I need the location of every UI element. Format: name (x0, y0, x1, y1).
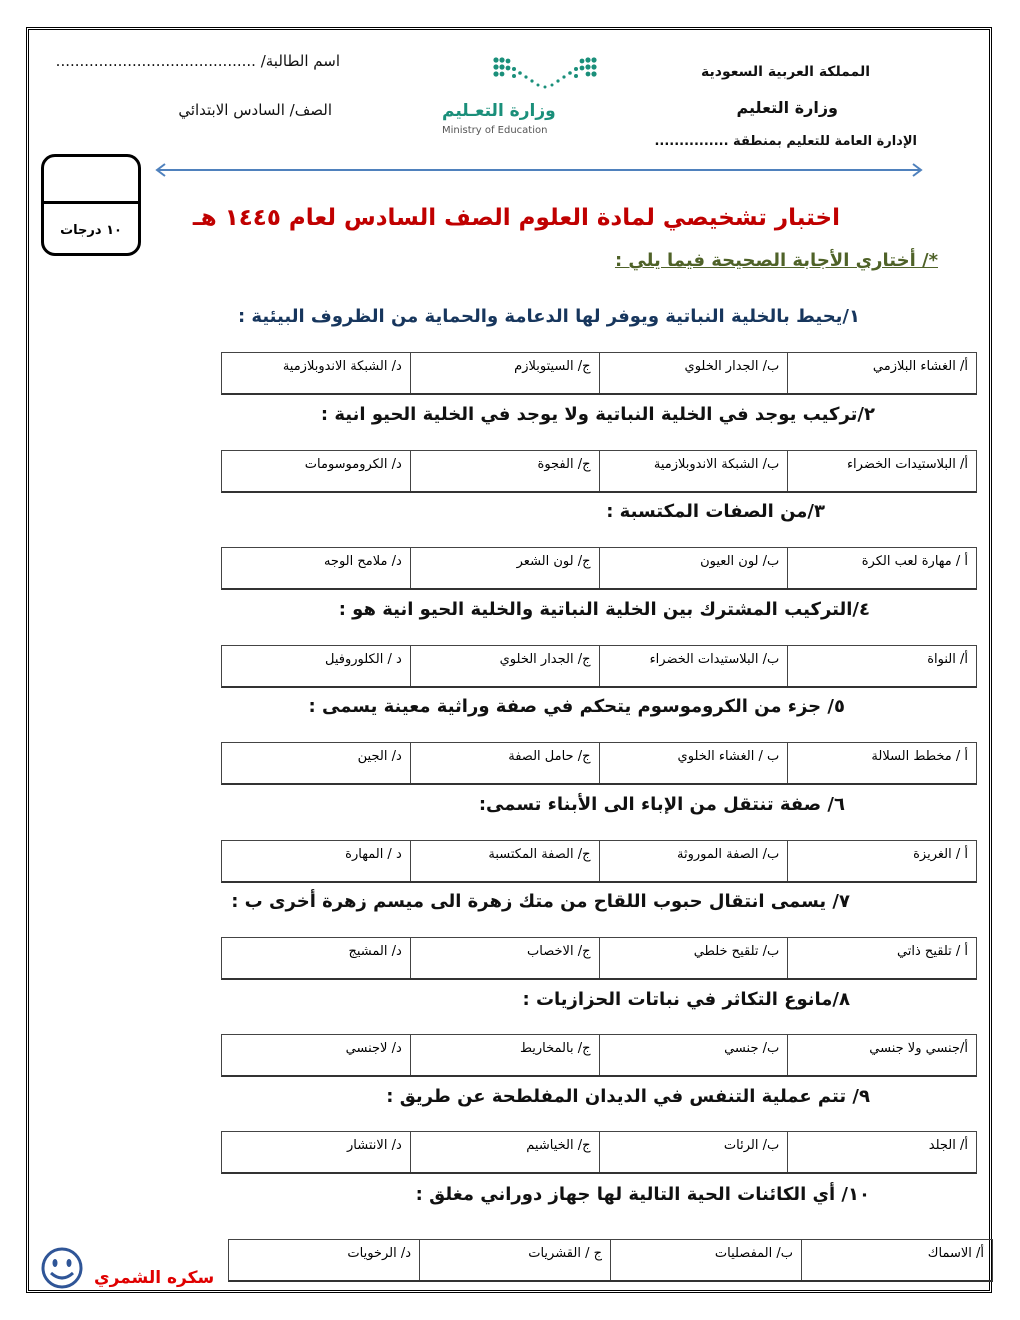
option-a[interactable]: أ/ الجلد (787, 1132, 976, 1172)
question-text: ١/يحيط بالخلية النباتية ويوفر لها الدعامة والحماية من الظروف البيئية : (237, 306, 860, 327)
options-row (221, 1034, 977, 1077)
options-row (221, 840, 977, 883)
option-a[interactable]: أ/ البلاستيدات الخضراء (787, 451, 976, 491)
score-box-divider (44, 201, 138, 204)
option-d[interactable]: د/ الرخويات (347, 1246, 411, 1261)
option-a[interactable]: أ/ الاسماك (801, 1240, 992, 1280)
smiley-icon (40, 1246, 84, 1290)
ministry-label: وزارة التعليم (736, 98, 838, 117)
question-text: ٣/من الصفات المكتسبة : (606, 501, 825, 522)
options-row (221, 937, 977, 980)
option-c[interactable]: ج/ الخياشيم (410, 1132, 599, 1172)
option-d[interactable]: د/ الجين (357, 749, 402, 764)
option-a[interactable]: أ / مهارة لعب الكرة (787, 548, 976, 588)
exam-title: اختبار تشخيصي لمادة العلوم الصف السادس لعام ١٤٤٥ هـ (192, 205, 840, 231)
question-text: ٧/ يسمى انتقال حبوب اللقاح من متك زهرة الى ميسم زهرة أخرى ب : (231, 891, 850, 912)
option-b[interactable]: ب/ الشبكة الاندوبلازمية (599, 451, 788, 491)
options-row (221, 547, 977, 590)
option-c[interactable]: ج/ بالمخاريط (410, 1035, 599, 1075)
instruction-text: */ أختاري الأجابة الصحيحة فيما يلي : (614, 250, 938, 271)
options-row (221, 450, 977, 493)
option-c[interactable]: ج/ الصفة المكتسبة (410, 841, 599, 881)
options-row (221, 742, 977, 785)
option-b[interactable]: ب/ المفصليات (610, 1240, 801, 1280)
option-b[interactable]: ب/ الرئات (599, 1132, 788, 1172)
option-d[interactable]: د/ الكروموسومات (304, 457, 402, 472)
question-text: ٢/تركيب يوجد في الخلية النباتية ولا يوجد في الخلية الحيو انية : (320, 404, 875, 425)
option-d[interactable]: د/ لاجنسي (345, 1041, 402, 1056)
option-b[interactable]: ب / الغشاء الخلوي (599, 743, 788, 783)
option-b[interactable]: ب/ تلقيح خلطي (599, 938, 788, 978)
option-c[interactable]: ج / القشريات (419, 1240, 610, 1280)
option-a[interactable]: أ / تلقيح ذاتي (787, 938, 976, 978)
option-d[interactable]: د/ ملامح الوجه (323, 554, 402, 569)
option-b[interactable]: ب/ لون العيون (599, 548, 788, 588)
option-c[interactable]: ج/ لون الشعر (410, 548, 599, 588)
option-d[interactable]: د/ المشيج (348, 944, 402, 959)
options-row (221, 1131, 977, 1174)
option-d[interactable]: د / الكلوروفيل (325, 652, 402, 667)
question-text: ٥/ جزء من الكروموسوم يتحكم في صفة وراثية معينة يسمى : (308, 696, 845, 717)
option-a[interactable]: أ/ الغشاء البلازمي (787, 353, 976, 393)
option-c[interactable]: ج/ الجدار الخلوي (410, 646, 599, 686)
option-a[interactable]: أ / الغريزة (787, 841, 976, 881)
score-label: ١٠ درجات (60, 223, 122, 238)
ministry-logo (490, 55, 602, 95)
option-c[interactable]: ج/ الاخصاب (410, 938, 599, 978)
option-c[interactable]: ج/ الفجوة (410, 451, 599, 491)
kingdom-label: المملكة العربية السعودية (701, 64, 870, 80)
option-c[interactable]: ج/ السيتوبلازم (410, 353, 599, 393)
option-b[interactable]: ب/ الصفة الموروثة (599, 841, 788, 881)
question-text: ٦/ صفة تنتقل من الإباء الى الأبناء تسمى: (478, 794, 845, 815)
question-text: ٤/التركيب المشترك بين الخلية النباتية والخلية الحيو انية هو : (338, 599, 870, 620)
options-row (228, 1239, 993, 1282)
option-d[interactable]: د / المهارة (345, 847, 402, 862)
options-row (221, 645, 977, 688)
options-row (221, 352, 977, 395)
double-arrow-divider (155, 163, 923, 177)
option-a[interactable]: أ/جنسي ولا جنسي (787, 1035, 976, 1075)
score-box (41, 154, 141, 256)
option-d[interactable]: د/ الشبكة الاندوبلازمية (282, 359, 402, 374)
question-text: ١٠/ أي الكائنات الحية التالية لها جهاز دوراني مغلق : (415, 1184, 870, 1205)
directorate-label: الإدارة العامة للتعليم بمنطقة ............... (654, 134, 917, 149)
option-b[interactable]: ب/ جنسي (599, 1035, 788, 1075)
logo-arabic-text: وزارة التعـليم (442, 101, 556, 121)
logo-dots-icon (490, 55, 602, 91)
option-c[interactable]: ج/ حامل الصفة (410, 743, 599, 783)
option-a[interactable]: أ / مخطط السلالة (787, 743, 976, 783)
option-b[interactable]: ب/ الجدار الخلوي (599, 353, 788, 393)
grade-level-label: الصف/ السادس الابتدائي (178, 101, 332, 119)
option-a[interactable]: أ/ النواة (787, 646, 976, 686)
option-d[interactable]: د/ الانتشار (347, 1138, 402, 1153)
teacher-signature: سكره الشمري (94, 1268, 215, 1288)
student-name-field[interactable]: اسم الطالبة/ .......................................... (55, 52, 340, 70)
option-b[interactable]: ب/ البلاستيدات الخضراء (599, 646, 788, 686)
question-text: ٨/مانوع التكاثر في نباتات الحزازيات : (522, 989, 850, 1010)
logo-english-text: Ministry of Education (442, 125, 548, 136)
question-text: ٩/ تتم عملية التنفس في الديدان المفلطحة عن طريق : (386, 1086, 870, 1107)
